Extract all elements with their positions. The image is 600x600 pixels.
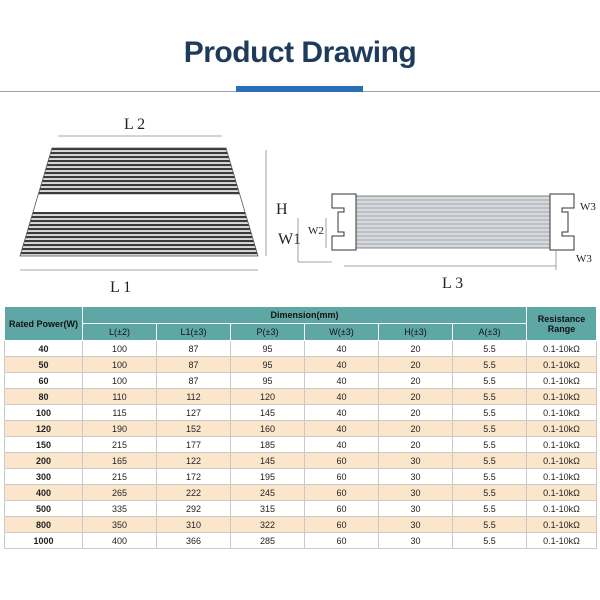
cell-l1: 222 — [157, 485, 231, 501]
cell-a: 5.5 — [453, 485, 527, 501]
cell-p: 322 — [231, 517, 305, 533]
cell-h: 20 — [379, 405, 453, 421]
cell-resistance: 0.1-10kΩ — [527, 517, 597, 533]
cell-l: 100 — [83, 373, 157, 389]
header-w: W(±3) — [305, 324, 379, 341]
cell-l1: 87 — [157, 373, 231, 389]
cell-l: 400 — [83, 533, 157, 549]
cell-h: 30 — [379, 469, 453, 485]
cell-l: 265 — [83, 485, 157, 501]
table-row — [5, 405, 597, 421]
table-row — [5, 469, 597, 485]
cell-w: 40 — [305, 373, 379, 389]
cell-resistance: 0.1-10kΩ — [527, 341, 597, 357]
cell-l: 215 — [83, 437, 157, 453]
cell-l1: 292 — [157, 501, 231, 517]
front-view — [15, 116, 266, 296]
cell-w: 60 — [305, 517, 379, 533]
cell-rated-power: 40 — [5, 341, 83, 357]
spec-table — [4, 306, 597, 549]
cell-a: 5.5 — [453, 453, 527, 469]
cell-h: 20 — [379, 373, 453, 389]
label-l1: L 1 — [110, 279, 132, 296]
cell-resistance: 0.1-10kΩ — [527, 405, 597, 421]
label-w1: W1 — [278, 231, 302, 248]
cell-a: 5.5 — [453, 373, 527, 389]
cell-w: 40 — [305, 341, 379, 357]
side-view — [276, 194, 596, 292]
cell-l1: 127 — [157, 405, 231, 421]
cell-resistance: 0.1-10kΩ — [527, 373, 597, 389]
cell-p: 315 — [231, 501, 305, 517]
cell-w: 40 — [305, 389, 379, 405]
cell-h: 30 — [379, 517, 453, 533]
cell-l1: 87 — [157, 357, 231, 373]
cell-a: 5.5 — [453, 421, 527, 437]
cell-p: 120 — [231, 389, 305, 405]
cell-w: 60 — [305, 485, 379, 501]
cell-h: 20 — [379, 357, 453, 373]
cell-resistance: 0.1-10kΩ — [527, 437, 597, 453]
cell-resistance: 0.1-10kΩ — [527, 357, 597, 373]
label-w3-top: W3 — [580, 201, 596, 213]
spec-table-body — [5, 341, 597, 549]
cell-l: 190 — [83, 421, 157, 437]
cell-p: 195 — [231, 469, 305, 485]
cell-l: 350 — [83, 517, 157, 533]
cell-h: 20 — [379, 389, 453, 405]
cell-l: 100 — [83, 357, 157, 373]
cell-resistance: 0.1-10kΩ — [527, 501, 597, 517]
cell-rated-power: 120 — [5, 421, 83, 437]
cell-a: 5.5 — [453, 437, 527, 453]
header-a: A(±3) — [453, 324, 527, 341]
cell-l1: 172 — [157, 469, 231, 485]
cell-l1: 87 — [157, 341, 231, 357]
cell-w: 40 — [305, 421, 379, 437]
cell-p: 145 — [231, 453, 305, 469]
table-row — [5, 453, 597, 469]
label-l3: L 3 — [442, 275, 464, 292]
cell-rated-power: 300 — [5, 469, 83, 485]
table-row — [5, 389, 597, 405]
table-row — [5, 437, 597, 453]
cell-h: 30 — [379, 501, 453, 517]
cell-l: 100 — [83, 341, 157, 357]
cell-l1: 152 — [157, 421, 231, 437]
cell-h: 30 — [379, 533, 453, 549]
cell-l1: 310 — [157, 517, 231, 533]
cell-w: 60 — [305, 501, 379, 517]
cell-w: 40 — [305, 357, 379, 373]
cell-rated-power: 50 — [5, 357, 83, 373]
cell-resistance: 0.1-10kΩ — [527, 453, 597, 469]
table-row — [5, 517, 597, 533]
cell-w: 60 — [305, 533, 379, 549]
cell-h: 30 — [379, 485, 453, 501]
cell-rated-power: 1000 — [5, 533, 83, 549]
header-resistance: Resistance Range — [527, 307, 597, 341]
cell-resistance: 0.1-10kΩ — [527, 533, 597, 549]
label-w2: W2 — [308, 225, 324, 237]
header-l: L(±2) — [83, 324, 157, 341]
table-row — [5, 357, 597, 373]
page-title: Product Drawing — [183, 36, 417, 69]
header-h: H(±3) — [379, 324, 453, 341]
cell-a: 5.5 — [453, 533, 527, 549]
cell-rated-power: 400 — [5, 485, 83, 501]
cell-p: 245 — [231, 485, 305, 501]
table-row — [5, 341, 597, 357]
cell-p: 185 — [231, 437, 305, 453]
cell-a: 5.5 — [453, 469, 527, 485]
header-dimension: Dimension(mm) — [83, 307, 527, 324]
header-rated-power: Rated Power(W) — [5, 307, 83, 341]
cell-rated-power: 100 — [5, 405, 83, 421]
cell-l: 335 — [83, 501, 157, 517]
cell-p: 95 — [231, 341, 305, 357]
table-row — [5, 501, 597, 517]
label-l2: L 2 — [124, 116, 146, 133]
product-drawing — [0, 100, 600, 300]
cell-l1: 112 — [157, 389, 231, 405]
cell-rated-power: 800 — [5, 517, 83, 533]
cell-a: 5.5 — [453, 389, 527, 405]
cell-rated-power: 150 — [5, 437, 83, 453]
table-row — [5, 485, 597, 501]
cell-p: 95 — [231, 357, 305, 373]
title-accent-bar — [236, 86, 363, 92]
cell-h: 30 — [379, 453, 453, 469]
header-l1: L1(±3) — [157, 324, 231, 341]
cell-l: 110 — [83, 389, 157, 405]
cell-l1: 122 — [157, 453, 231, 469]
cell-a: 5.5 — [453, 357, 527, 373]
cell-l: 215 — [83, 469, 157, 485]
cell-l1: 177 — [157, 437, 231, 453]
cell-w: 40 — [305, 437, 379, 453]
cell-w: 60 — [305, 453, 379, 469]
cell-rated-power: 500 — [5, 501, 83, 517]
cell-l: 115 — [83, 405, 157, 421]
table-row — [5, 373, 597, 389]
cell-w: 60 — [305, 469, 379, 485]
cell-p: 285 — [231, 533, 305, 549]
cell-h: 20 — [379, 341, 453, 357]
cell-w: 40 — [305, 405, 379, 421]
cell-a: 5.5 — [453, 341, 527, 357]
cell-p: 160 — [231, 421, 305, 437]
cell-a: 5.5 — [453, 501, 527, 517]
cell-a: 5.5 — [453, 405, 527, 421]
table-row — [5, 533, 597, 549]
cell-l: 165 — [83, 453, 157, 469]
header-p: P(±3) — [231, 324, 305, 341]
label-h: H — [276, 201, 288, 218]
cell-resistance: 0.1-10kΩ — [527, 469, 597, 485]
cell-rated-power: 80 — [5, 389, 83, 405]
cell-rated-power: 60 — [5, 373, 83, 389]
table-row — [5, 421, 597, 437]
cell-p: 145 — [231, 405, 305, 421]
cell-resistance: 0.1-10kΩ — [527, 485, 597, 501]
cell-h: 20 — [379, 421, 453, 437]
cell-rated-power: 200 — [5, 453, 83, 469]
cell-a: 5.5 — [453, 517, 527, 533]
cell-resistance: 0.1-10kΩ — [527, 421, 597, 437]
cell-resistance: 0.1-10kΩ — [527, 389, 597, 405]
cell-p: 95 — [231, 373, 305, 389]
cell-l1: 366 — [157, 533, 231, 549]
cell-h: 20 — [379, 437, 453, 453]
label-w3-bottom: W3 — [576, 253, 592, 265]
